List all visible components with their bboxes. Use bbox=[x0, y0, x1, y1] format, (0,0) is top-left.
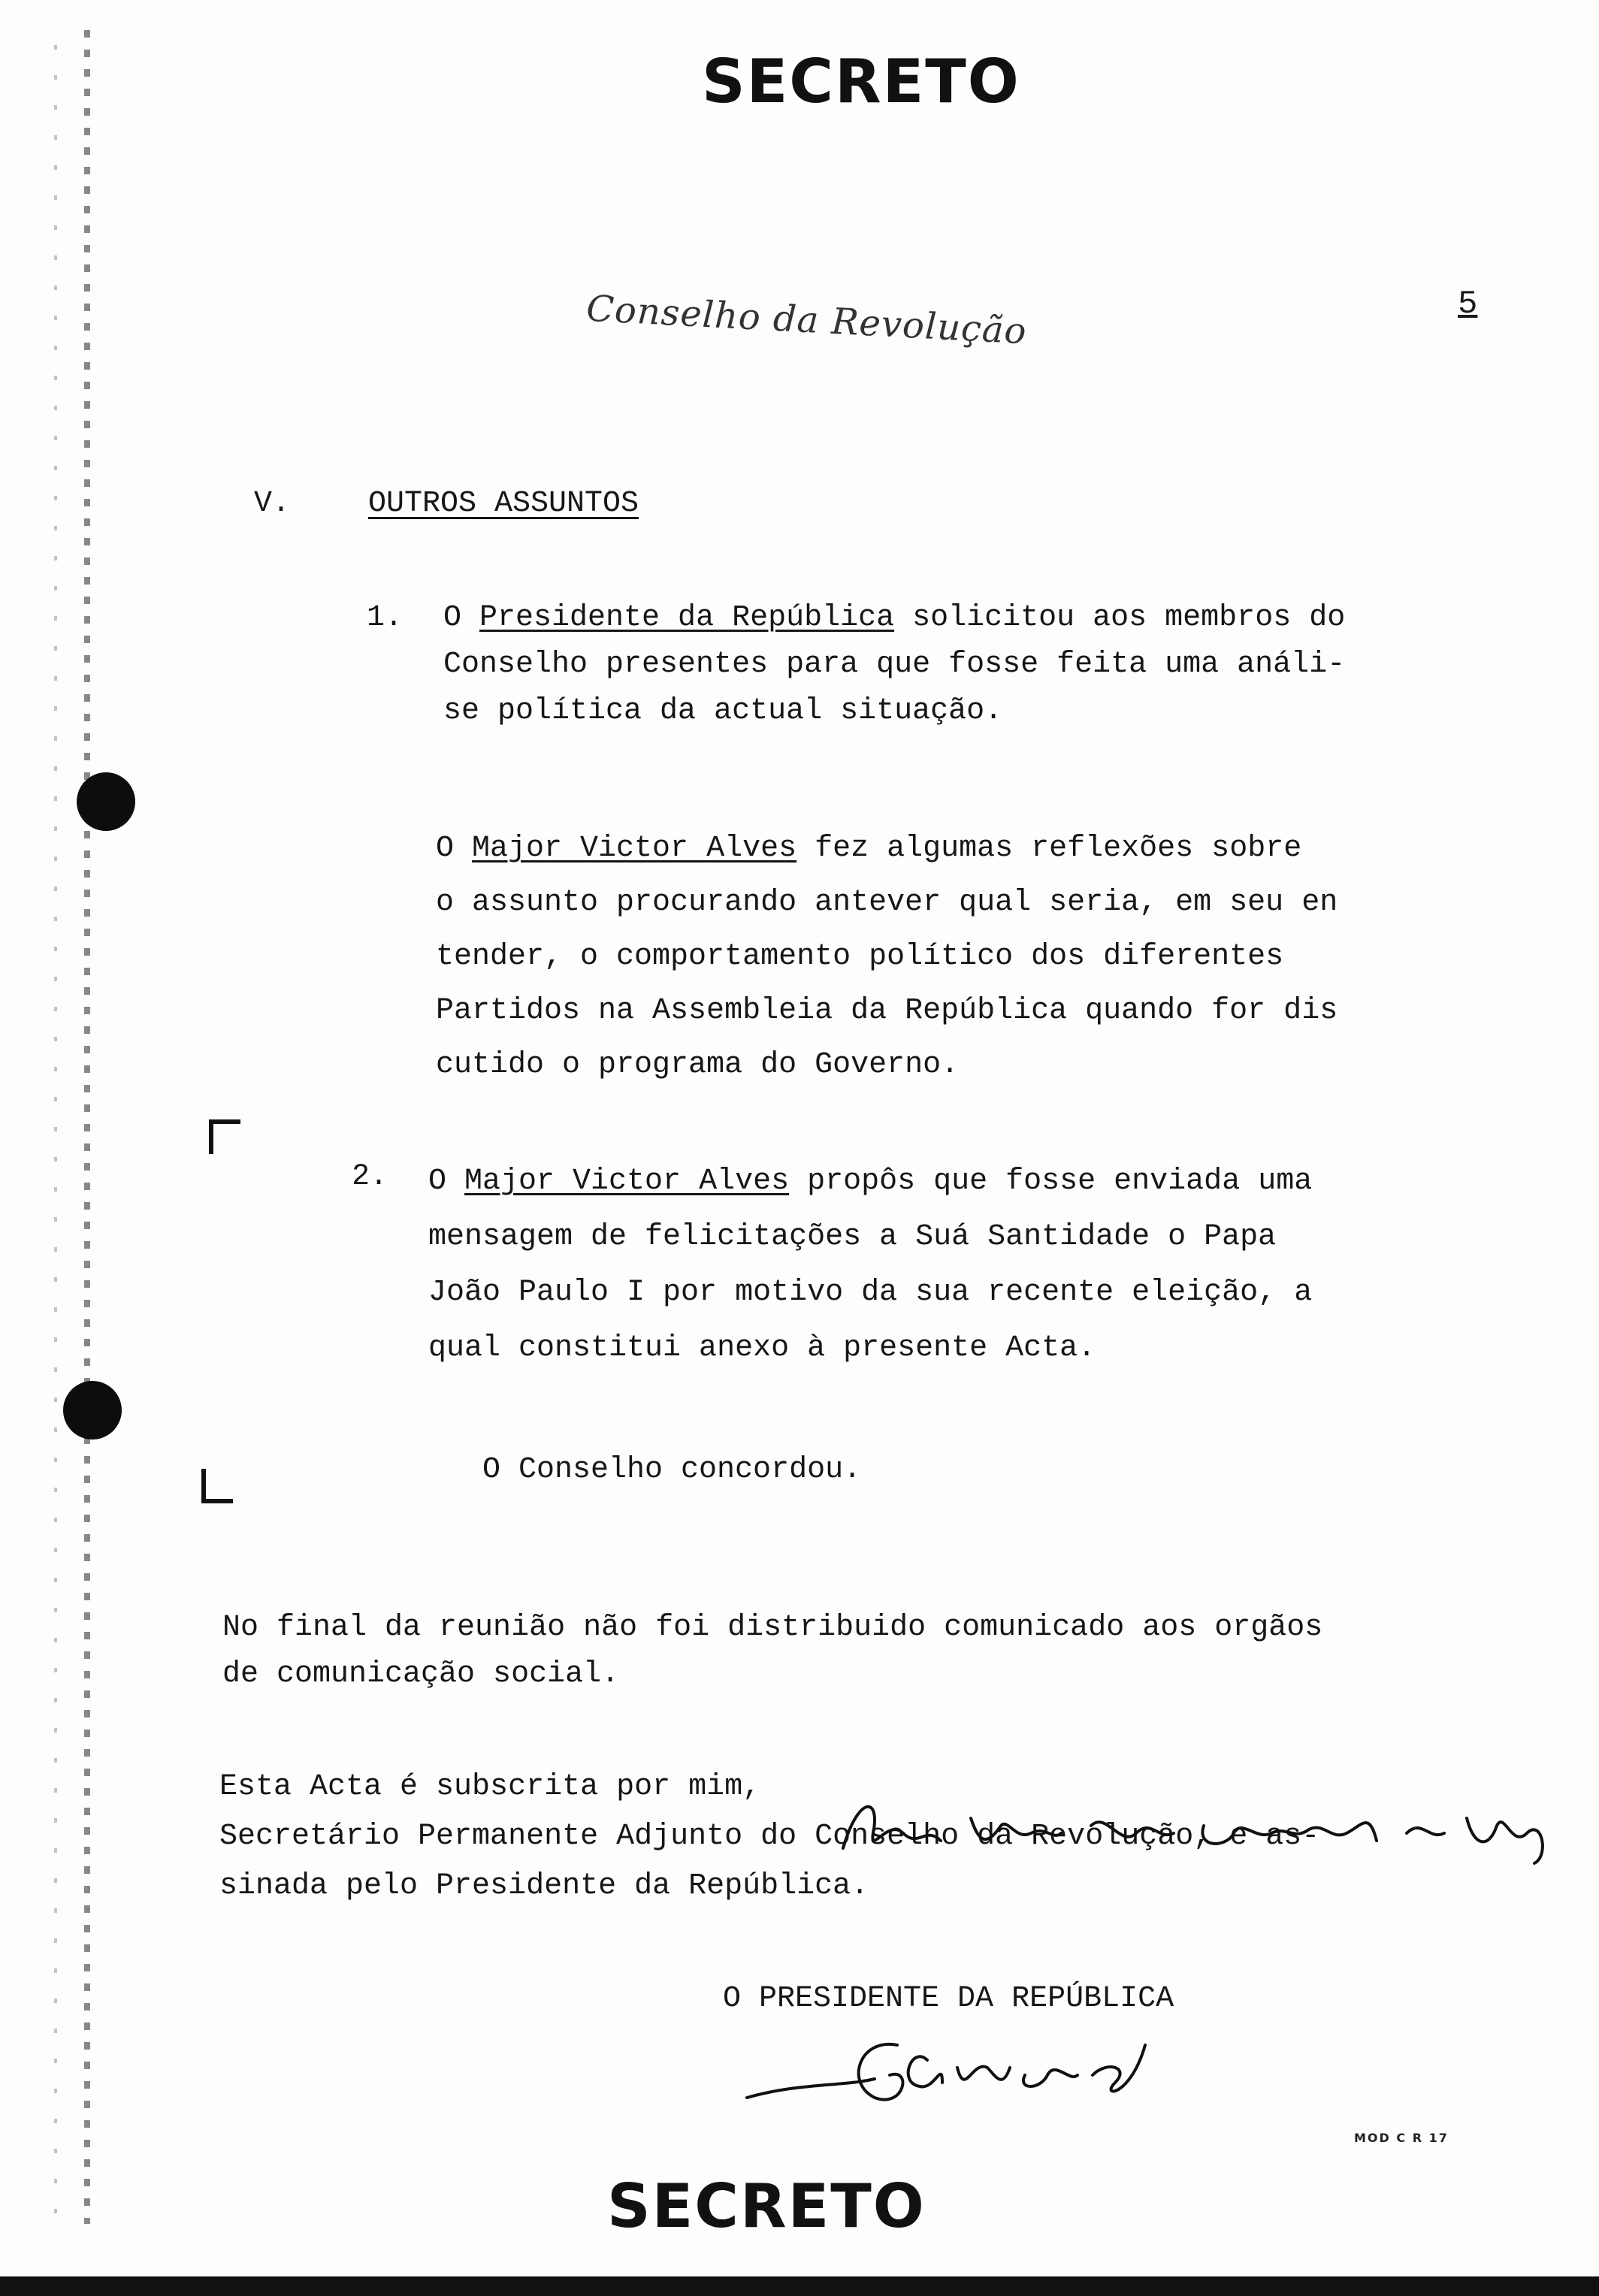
president-label: O PRESIDENTE DA REPÚBLICA bbox=[723, 1982, 1174, 2016]
text-fragment: fez algumas reflexões sobre bbox=[796, 832, 1302, 866]
scan-bottom-edge bbox=[0, 2276, 1599, 2296]
crop-mark-bottom bbox=[201, 1469, 233, 1503]
text-fragment: propôs que fosse enviada uma bbox=[789, 1165, 1313, 1198]
text-fragment: O bbox=[428, 1165, 465, 1198]
classification-stamp-top: SECRETO bbox=[702, 47, 1020, 116]
text-fragment: solicitou aos membros do bbox=[894, 601, 1346, 635]
item-number: 1. bbox=[367, 601, 404, 635]
text-line: Partidos na Assembleia da República quando for dis bbox=[436, 994, 1338, 1028]
item-1-paragraph bbox=[443, 595, 1345, 735]
closing-paragraph bbox=[222, 1605, 1322, 1698]
item-1-second-paragraph bbox=[436, 822, 1338, 1092]
president-signature bbox=[739, 2015, 1160, 2113]
punch-hole bbox=[77, 772, 135, 831]
text-line: Secretário Permanente Adjunto do Conselho da Revolução, e as- bbox=[219, 1820, 1320, 1853]
scan-edge-mark bbox=[84, 30, 90, 2224]
text-line: tender, o comportamento político dos diferentes bbox=[436, 940, 1284, 974]
person-name-underlined: Major Victor Alves bbox=[464, 1165, 790, 1198]
text-line: Conselho presentes para que fosse feita uma análi- bbox=[443, 648, 1346, 681]
text-line: Esta Acta é subscrita por mim, bbox=[219, 1770, 761, 1804]
page-number: 5 bbox=[1458, 285, 1478, 323]
classification-stamp-bottom: SECRETO bbox=[607, 2171, 926, 2241]
text-line: sinada pelo Presidente da República. bbox=[219, 1869, 869, 1903]
text-line: qual constitui anexo à presente Acta. bbox=[428, 1331, 1096, 1365]
secretary-signature bbox=[836, 1788, 1557, 1871]
person-name-underlined: Presidente da República bbox=[479, 601, 895, 635]
item-2-paragraph bbox=[428, 1154, 1312, 1376]
text-line bbox=[436, 822, 1338, 876]
scan-edge-mark bbox=[54, 45, 57, 2224]
punch-hole bbox=[63, 1381, 122, 1440]
text-line bbox=[428, 1154, 1312, 1210]
item-number: 2. bbox=[352, 1160, 388, 1194]
council-agreement: O Conselho concordou. bbox=[482, 1453, 862, 1487]
person-name-underlined: Major Victor Alves bbox=[472, 832, 797, 866]
text-fragment: O bbox=[436, 832, 473, 866]
form-code: MOD C R 17 bbox=[1354, 2131, 1449, 2145]
text-fragment: O bbox=[443, 601, 480, 635]
text-line: mensagem de felicitações a Suá Santidade o Papa bbox=[428, 1220, 1277, 1254]
text-line: se política da actual situação. bbox=[443, 694, 1003, 728]
section-title: OUTROS ASSUNTOS bbox=[368, 487, 639, 521]
text-line: o assunto procurando antever qual seria, em seu en bbox=[436, 886, 1338, 920]
text-line: cutido o programa do Governo. bbox=[436, 1048, 960, 1082]
text-line: No final da reunião não foi distribuido comunicado aos orgãos bbox=[222, 1611, 1323, 1645]
text-line bbox=[443, 595, 1345, 642]
crop-mark-top bbox=[209, 1119, 240, 1154]
text-line: João Paulo I por motivo da sua recente eleição, a bbox=[428, 1276, 1313, 1310]
text-line: de comunicação social. bbox=[222, 1657, 620, 1691]
section-number: V. bbox=[254, 487, 291, 521]
letterhead: Conselho da Revolução bbox=[585, 287, 1028, 353]
